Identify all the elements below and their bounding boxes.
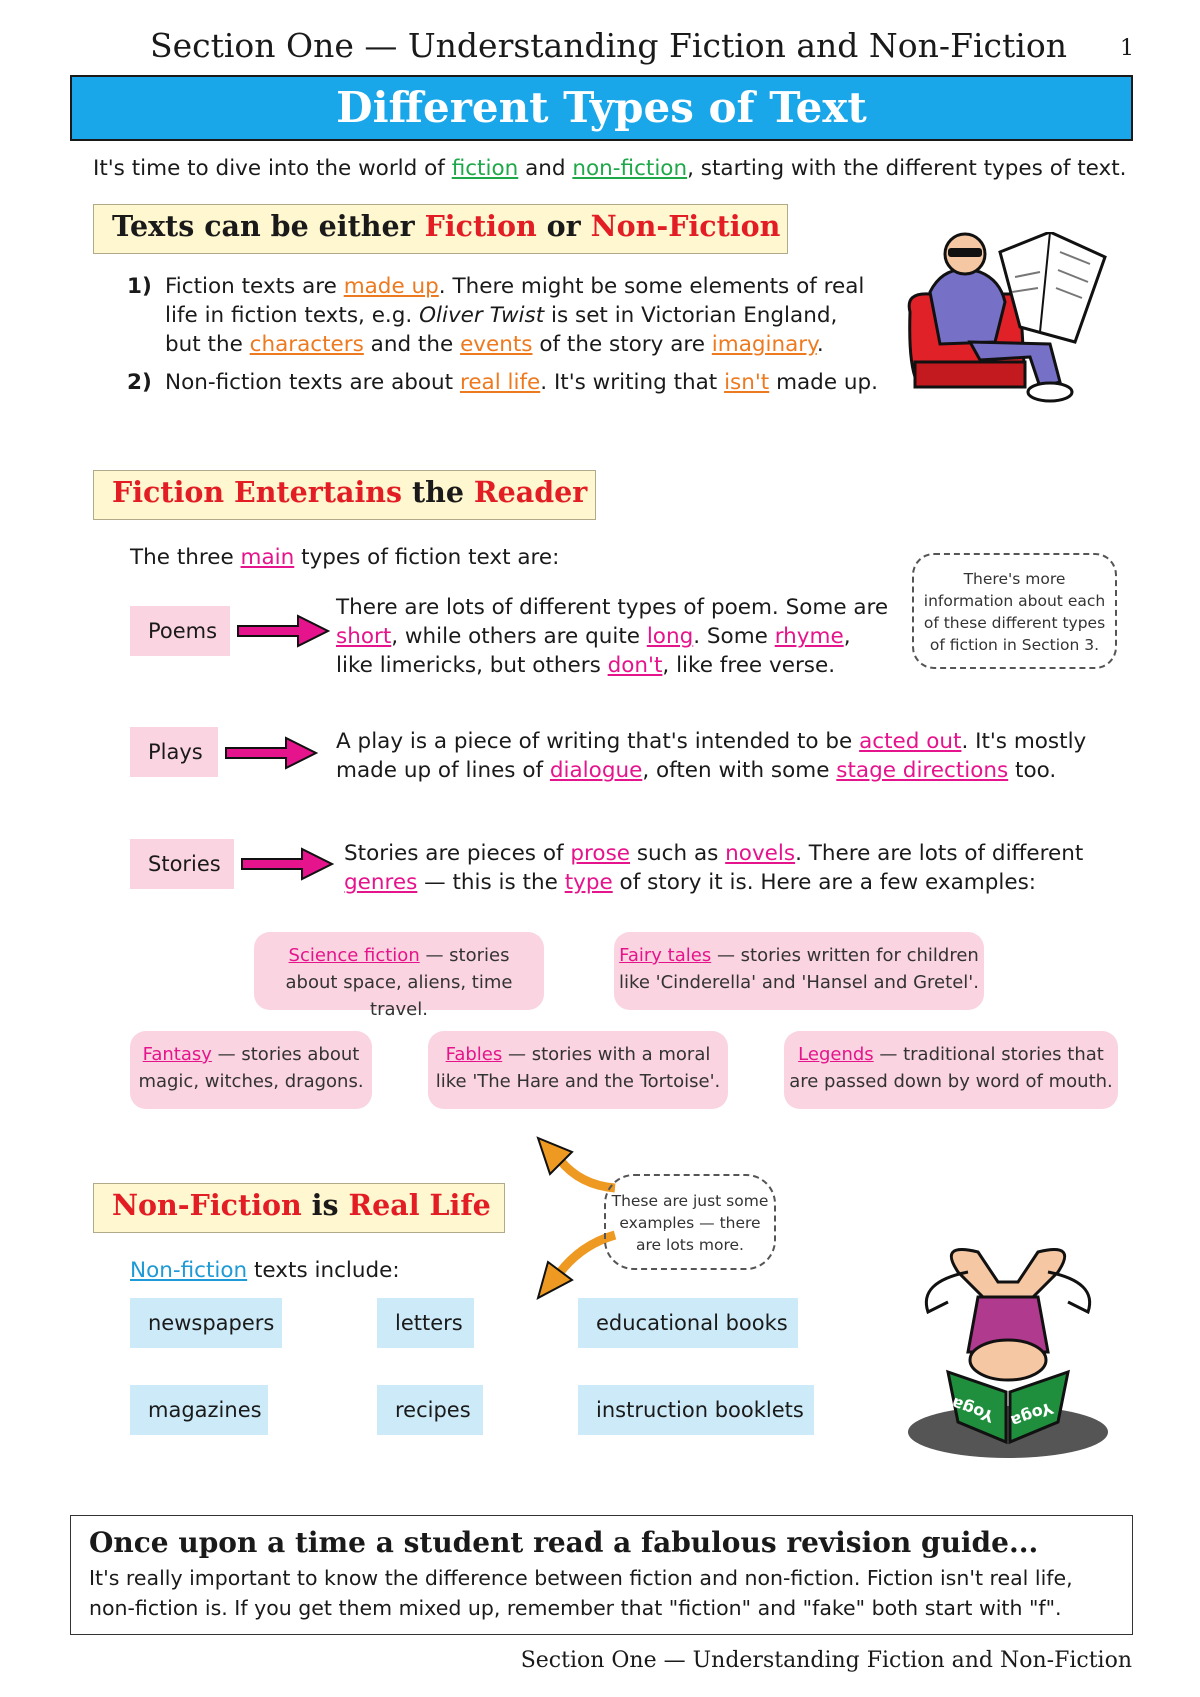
point-1: 1) Fiction texts are made up. There might be some elements of real life in fiction texts, e.g. Oliver Twist is set in Victorian England, but the characters and the events of the story are imaginary.: [127, 274, 865, 357]
nonfiction-item-letters: letters: [377, 1298, 474, 1348]
section3-note: There's more information about each of these different types of fiction in Section 3.: [912, 553, 1117, 669]
arrow-right-icon: [224, 736, 318, 770]
heading-nonfiction-real-life: Non-Fiction is Real Life: [93, 1183, 505, 1233]
yoga-reader-illustration: [898, 1242, 1113, 1462]
arrow-right-icon: [236, 614, 330, 648]
tip-box: [70, 1515, 1133, 1635]
genre-legends: Legends — traditional stories that are passed down by word of mouth.: [784, 1031, 1118, 1109]
tip-title: Once upon a time a student read a fabulous revision guide...: [89, 1526, 1039, 1559]
nonfiction-item-instruction-booklets: instruction booklets: [578, 1385, 814, 1435]
arrow-right-icon: [240, 847, 334, 881]
nonfiction-item-magazines: magazines: [130, 1385, 268, 1435]
fiction-types-intro: The three main types of fiction text are:: [130, 545, 560, 570]
keyword-non-fiction: non-fiction: [572, 156, 688, 181]
nonfiction-intro: Non-fiction texts include:: [130, 1258, 400, 1283]
nonfiction-item-educational-books: educational books: [578, 1298, 798, 1348]
section-header: Section One — Understanding Fiction and Non-Fiction: [150, 26, 1067, 65]
svg-text:Yoga: Yoga: [948, 1393, 997, 1427]
point-2: 2) Non-fiction texts are about real life. It's writing that isn't made up.: [127, 370, 879, 395]
heading-fiction-or-nonfiction: Texts can be either Fiction or Non-Fiction: [93, 204, 788, 254]
page-title: Different Types of Text: [70, 75, 1133, 141]
examples-note: These are just some examples — there are lots more.: [604, 1174, 776, 1270]
reader-armchair-illustration: [900, 232, 1115, 412]
nonfiction-item-recipes: recipes: [377, 1385, 483, 1435]
genre-fables: Fables — stories with a moral like 'The Hare and the Tortoise'.: [428, 1031, 728, 1109]
plays-description: A play is a piece of writing that's intended to be acted out. It's mostly made up of lines of dialogue, often with some stage directions too.: [336, 729, 1087, 783]
intro-text: It's time to dive into the world of fiction and non-fiction, starting with the different types of text.: [93, 156, 1127, 181]
tip-text: It's really important to know the difference between fiction and non-fiction. Fiction isn't real life, non-fiction is. If you get them mixed up, remember that "fiction" and "fake" both start with "f".: [89, 1566, 1073, 1620]
tag-stories: Stories: [130, 839, 234, 889]
genre-fantasy: Fantasy — stories about magic, witches, dragons.: [130, 1031, 372, 1109]
keyword-fiction: fiction: [451, 156, 519, 181]
svg-text:Yoga: Yoga: [1008, 1398, 1056, 1432]
poems-description: There are lots of different types of poem. Some are short, while others are quite long. Some rhyme, like limericks, but others don't, like free verse.: [336, 595, 889, 678]
footer-section-title: Section One — Understanding Fiction and Non-Fiction: [520, 1648, 1132, 1673]
genre-science-fiction: Science fiction — stories about space, aliens, time travel.: [254, 932, 544, 1010]
genre-fairy-tales: Fairy tales — stories written for children like 'Cinderella' and 'Hansel and Gretel'.: [614, 932, 984, 1010]
page-number: 1: [1120, 36, 1134, 61]
tag-plays: Plays: [130, 727, 218, 777]
tag-poems: Poems: [130, 606, 230, 656]
heading-fiction-entertains: Fiction Entertains the Reader: [93, 470, 596, 520]
nonfiction-item-newspapers: newspapers: [130, 1298, 282, 1348]
stories-description: Stories are pieces of prose such as novels. There are lots of different genres — this is the type of story it is. Here are a few examples:: [344, 841, 1084, 895]
